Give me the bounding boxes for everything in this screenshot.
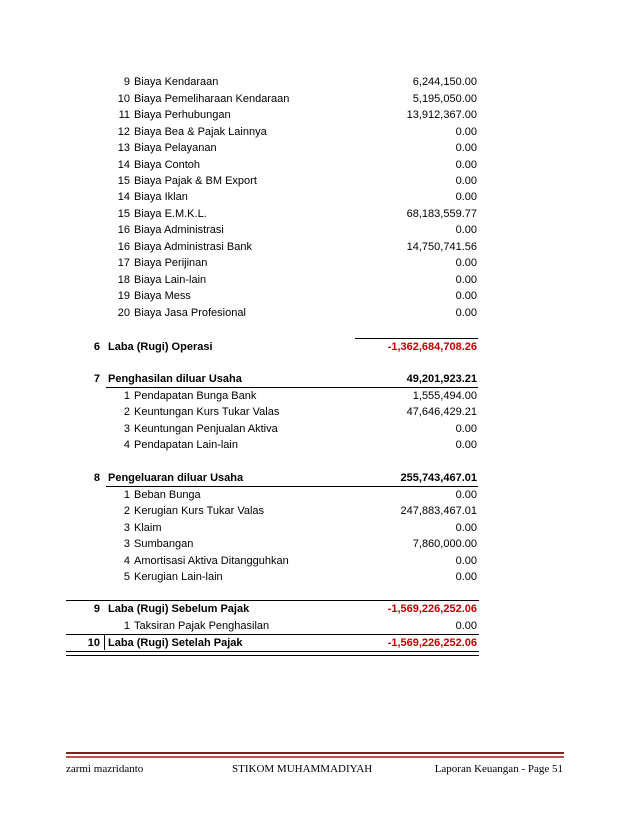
item-label: Taksiran Pajak Penghasilan [134,620,270,632]
item-label: Biaya Contoh [134,159,201,171]
section-total-row [0,339,638,355]
item-label: Biaya Perhubungan [134,109,231,121]
list-item [0,239,638,255]
item-value: 47,646,429.21 [406,406,477,418]
item-value: 5,195,050.00 [412,93,477,105]
list-item [0,503,638,519]
item-value: 68,183,559.77 [406,208,477,220]
item-label: Biaya Jasa Profesional [134,307,246,319]
list-item [0,487,638,503]
item-number: 16 [117,241,130,253]
item-label: Biaya Kendaraan [134,76,219,88]
item-number: 11 [118,109,130,121]
section-value: -1,569,226,252.06 [387,637,477,649]
section-number: 9 [93,603,100,615]
item-value: 0.00 [455,423,477,435]
item-value: 14,750,741.56 [406,241,477,253]
list-item [0,305,638,321]
section-value: 255,743,467.01 [400,472,477,484]
section-header-row [0,371,638,387]
item-label: Sumbangan [134,538,194,550]
item-label: Biaya Administrasi Bank [134,241,252,253]
item-number: 14 [117,191,130,203]
list-item [0,272,638,288]
list-item [0,618,638,634]
item-number: 2 [123,406,130,418]
section-total-row [0,635,638,651]
item-number: 20 [117,307,130,319]
footer-institution: STIKOM MUHAMMADIYAH [232,763,373,775]
item-label: Keuntungan Kurs Tukar Valas [134,406,280,418]
item-value: 0.00 [455,175,477,187]
list-item [0,536,638,552]
item-value: 0.00 [455,126,477,138]
item-label: Kerugian Lain-lain [134,571,223,583]
list-item [0,421,638,437]
item-value: 7,860,000.00 [412,538,477,550]
item-number: 3 [123,423,130,435]
double-underline [66,651,479,656]
item-value: 13,912,367.00 [406,109,477,121]
item-number: 12 [117,126,130,138]
item-label: Pendapatan Lain-lain [134,439,238,451]
list-item [0,157,638,173]
item-value: 0.00 [455,571,477,583]
item-label: Biaya Iklan [134,191,188,203]
item-number: 2 [123,505,130,517]
list-item [0,222,638,238]
list-item [0,388,638,404]
item-value: 0.00 [455,290,477,302]
item-number: 15 [117,208,130,220]
item-label: Biaya Mess [134,290,191,302]
list-item [0,173,638,189]
item-label: Beban Bunga [134,489,201,501]
section-label: Pengeluaran diluar Usaha [108,472,244,484]
item-number: 1 [123,489,130,501]
item-label: Biaya Lain-lain [134,274,207,286]
item-number: 16 [117,224,130,236]
item-label: Pendapatan Bunga Bank [134,390,257,402]
list-item [0,189,638,205]
item-number: 4 [123,555,130,567]
item-label: Biaya Administrasi [134,224,224,236]
item-value: 0.00 [455,191,477,203]
item-number: 10 [117,93,130,105]
list-item [0,124,638,140]
item-number: 18 [117,274,130,286]
list-item [0,520,638,536]
section-value: -1,362,684,708.26 [387,341,477,353]
section-label: Penghasilan diluar Usaha [108,373,242,385]
list-item [0,569,638,585]
section-number: 7 [93,373,100,385]
section-value: 49,201,923.21 [406,373,477,385]
item-label: Amortisasi Aktiva Ditangguhkan [134,555,289,567]
item-value: 0.00 [455,224,477,236]
item-number: 17 [117,257,130,269]
list-item [0,74,638,90]
item-label: Kerugian Kurs Tukar Valas [134,505,265,517]
section-label: Laba (Rugi) Sebelum Pajak [108,603,250,615]
item-number: 14 [117,159,130,171]
section-label: Laba (Rugi) Operasi [108,341,213,353]
list-item [0,437,638,453]
item-number: 19 [117,290,130,302]
item-value: 0.00 [455,307,477,319]
item-label: Biaya Bea & Pajak Lainnya [134,126,267,138]
section-number: 10 [87,637,100,649]
list-item [0,553,638,569]
item-label: Biaya Pajak & BM Export [134,175,257,187]
section-header-row [0,470,638,486]
list-item [0,206,638,222]
item-number: 15 [117,175,130,187]
item-number: 1 [123,390,130,402]
item-number: 3 [123,522,130,534]
section-total-row [0,601,638,617]
item-value: 0.00 [455,489,477,501]
list-item [0,288,638,304]
item-number: 4 [123,439,130,451]
item-value: 1,555,494.00 [412,390,477,402]
item-number: 5 [123,571,130,583]
item-label: Biaya Perijinan [134,257,208,269]
item-label: Biaya Pelayanan [134,142,217,154]
item-value: 247,883,467.01 [400,505,477,517]
item-value: 0.00 [455,555,477,567]
item-label: Keuntungan Penjualan Aktiva [134,423,278,435]
item-label: Biaya E.M.K.L. [134,208,207,220]
section-label: Laba (Rugi) Setelah Pajak [108,637,243,649]
list-item [0,255,638,271]
item-value: 6,244,150.00 [412,76,477,88]
footer-author: zarmi mazridanto [66,763,144,775]
item-value: 0.00 [455,439,477,451]
list-item [0,140,638,156]
footer-rule [66,752,564,754]
item-value: 0.00 [455,620,477,632]
item-number: 1 [123,620,130,632]
item-number: 13 [117,142,130,154]
list-item [0,91,638,107]
item-value: 0.00 [455,142,477,154]
section-number: 6 [93,341,100,353]
section-number: 8 [93,472,100,484]
section-value: -1,569,226,252.06 [387,603,477,615]
item-label: Biaya Pemeliharaan Kendaraan [134,93,290,105]
list-item [0,404,638,420]
item-value: 0.00 [455,257,477,269]
list-item [0,107,638,123]
footer-page-label: Laporan Keuangan - Page 51 [434,763,563,775]
item-value: 0.00 [455,274,477,286]
item-number: 3 [123,538,130,550]
item-number: 9 [123,76,130,88]
item-value: 0.00 [455,159,477,171]
item-label: Klaim [134,522,162,534]
item-value: 0.00 [455,522,477,534]
footer-rule [66,756,564,758]
